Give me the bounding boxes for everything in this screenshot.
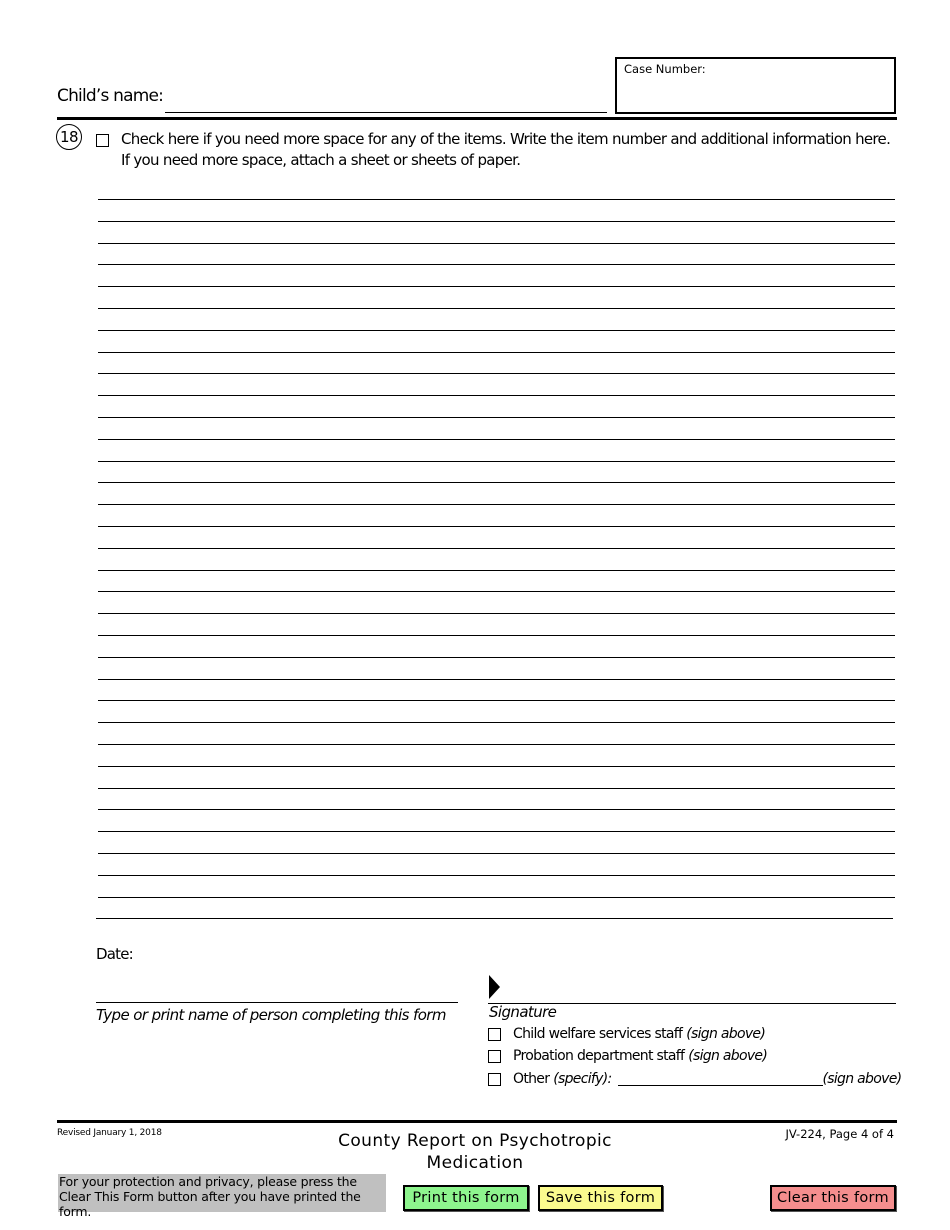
role-tail-note: (sign above) <box>822 1071 902 1087</box>
ruled-line <box>98 352 895 353</box>
child-name-label: Child’s name: <box>57 86 164 106</box>
date-label: Date: <box>96 945 133 963</box>
role-row-probation <box>488 1048 767 1064</box>
ruled-line <box>98 657 895 658</box>
ruled-line <box>98 482 895 483</box>
ruled-line <box>98 439 895 440</box>
role-row-child-welfare <box>488 1026 765 1042</box>
ruled-line <box>98 548 895 549</box>
form-title-line-1: County Report on Psychotropic <box>338 1131 612 1151</box>
clear-form-button[interactable]: Clear this form <box>770 1185 896 1211</box>
ruled-line <box>98 570 895 571</box>
child-name-field[interactable] <box>165 112 607 113</box>
ruled-line <box>98 308 895 309</box>
header-divider <box>57 117 897 120</box>
signature-arrow-icon <box>489 975 500 999</box>
more-space-checkbox[interactable] <box>96 134 109 147</box>
ruled-line <box>98 264 895 265</box>
preparer-name-field[interactable] <box>96 1002 458 1003</box>
child-welfare-checkbox[interactable] <box>488 1028 501 1041</box>
form-title-line-2: Medication <box>426 1153 524 1173</box>
role-label: Probation department staff <box>513 1048 685 1064</box>
ruled-line <box>98 373 895 374</box>
ruled-line <box>98 330 895 331</box>
role-row-other <box>488 1071 901 1087</box>
probation-checkbox[interactable] <box>488 1050 501 1063</box>
other-checkbox[interactable] <box>488 1073 501 1086</box>
instruction-line-2: If you need more space, attach a sheet or sheets of paper. <box>121 151 521 169</box>
ruled-line <box>98 897 895 898</box>
more-space-instructions <box>121 129 901 171</box>
footer-divider <box>57 1120 897 1123</box>
ruled-line <box>98 591 895 592</box>
ruled-line <box>98 875 895 876</box>
form-id-page: JV-224, Page 4 of 4 <box>785 1127 894 1141</box>
ruled-line <box>98 417 895 418</box>
ruled-line <box>98 286 895 287</box>
ruled-line <box>98 504 895 505</box>
additional-info-text-area[interactable] <box>98 199 895 920</box>
item-number-badge: 18 <box>56 124 82 150</box>
ruled-line <box>98 221 895 222</box>
print-form-button[interactable]: Print this form <box>403 1185 529 1211</box>
other-specify-field[interactable] <box>618 1072 823 1086</box>
role-note: (sign above) <box>686 1026 766 1042</box>
ruled-line <box>98 395 895 396</box>
signature-caption: Signature <box>489 1003 557 1021</box>
case-number-field[interactable] <box>615 57 896 114</box>
ruled-line <box>98 744 895 745</box>
ruled-line <box>96 918 893 919</box>
ruled-line <box>98 635 895 636</box>
ruled-line <box>98 613 895 614</box>
role-label: Child welfare services staff <box>513 1026 683 1042</box>
ruled-line <box>98 679 895 680</box>
role-label: Other <box>513 1071 550 1087</box>
privacy-notice: For your protection and privacy, please press the Clear This Form button after you have printed the form. <box>58 1174 386 1212</box>
form-title <box>320 1130 630 1174</box>
case-number-label: Case Number: <box>624 62 706 76</box>
ruled-line <box>98 853 895 854</box>
ruled-line <box>98 788 895 789</box>
ruled-line <box>98 199 895 200</box>
role-note: (sign above) <box>688 1048 768 1064</box>
ruled-line <box>98 461 895 462</box>
revised-date: Revised January 1, 2018 <box>57 1128 162 1138</box>
ruled-line <box>98 722 895 723</box>
ruled-line <box>98 809 895 810</box>
save-form-button[interactable]: Save this form <box>538 1185 663 1211</box>
ruled-line <box>98 766 895 767</box>
preparer-name-caption: Type or print name of person completing this form <box>96 1006 446 1024</box>
instruction-line-1: Check here if you need more space for any of the items. Write the item number and additional information here. <box>121 130 891 148</box>
role-note: (specify): <box>553 1071 612 1087</box>
ruled-line <box>98 526 895 527</box>
ruled-line <box>98 831 895 832</box>
ruled-line <box>98 243 895 244</box>
ruled-line <box>98 700 895 701</box>
